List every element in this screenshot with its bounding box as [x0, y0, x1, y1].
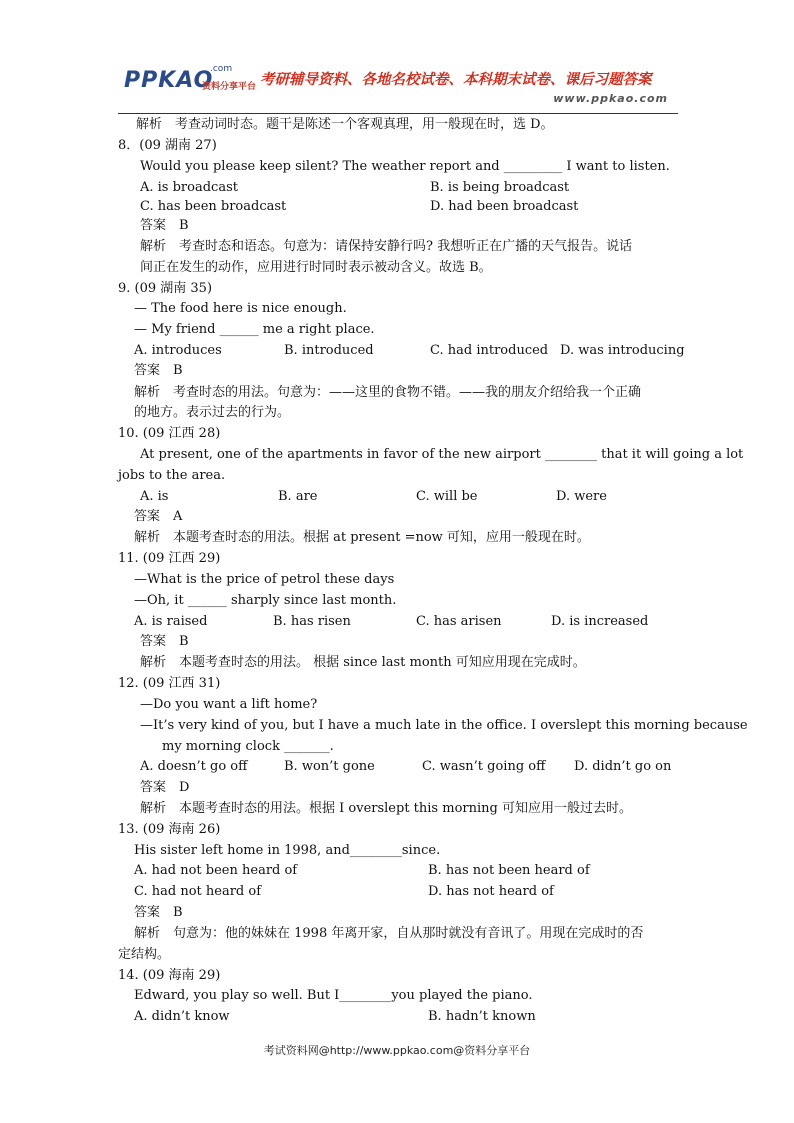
document-line: —Oh, it ______ sharply since last month.	[134, 593, 397, 608]
document-line: 答案 B	[134, 905, 183, 920]
document-line: A. is broadcast	[140, 180, 238, 195]
page-header	[118, 62, 678, 114]
document-line: C. will be	[416, 489, 478, 504]
document-line: A. had not been heard of	[134, 863, 298, 878]
document-line: 答案 B	[140, 634, 189, 649]
document-line: D. didn’t go on	[574, 759, 672, 774]
document-line: 8．(09 湖南 27)	[118, 138, 217, 153]
page-footer: 考试资料网@http://www.ppkao.com@资料分享平台	[263, 1044, 531, 1057]
logo-subtitle: 资料分享平台	[202, 82, 257, 92]
document-line: 11. (09 江西 29)	[118, 551, 221, 566]
document-line: 12. (09 江西 31)	[118, 676, 221, 691]
document-line: His sister left home in 1998, and________since.	[134, 843, 441, 858]
document-line: D. were	[556, 489, 607, 504]
document-line: B. has risen	[273, 614, 351, 629]
document-line: 10. (09 江西 28)	[118, 426, 221, 441]
document-line: C. had not heard of	[134, 884, 262, 899]
document-line: 解析 考查时态的用法。句意为：——这里的食物不错。——我的朋友介绍给我一个正确	[134, 385, 642, 400]
document-line: D. had been broadcast	[430, 199, 579, 214]
document-line: A. introduces	[134, 343, 222, 358]
document-line: 解析 本题考查时态的用法。 根据 since last month 可知应用现在完成时。	[140, 655, 586, 670]
document-line: C. has arisen	[416, 614, 502, 629]
document-line: B. are	[278, 489, 318, 504]
document-line: — The food here is nice enough.	[134, 301, 347, 316]
logo-dotcom: .com	[210, 64, 233, 74]
document-line: 解析 本题考查时态的用法。根据 at present =now 可知，应用一般现在时。	[134, 530, 590, 545]
document-line: C. had introduced	[430, 343, 549, 358]
document-line: 的地方。表示过去的行为。	[134, 405, 291, 420]
document-line: —What is the price of petrol these days	[134, 572, 395, 587]
document-line: Edward, you play so well. But I________you played the piano.	[134, 988, 533, 1003]
ppkao-logo[interactable]: PPKAO	[124, 68, 214, 93]
document-line: 定结构。	[118, 947, 171, 962]
document-line: A. doesn’t go off	[140, 759, 248, 774]
document-line: 解析 考查时态和语态。句意为：请保持安静行吗? 我想听正在广播的天气报告。说话	[140, 239, 633, 254]
document-line: 答案 A	[134, 509, 183, 524]
document-line: B. introduced	[284, 343, 374, 358]
document-line: 答案 B	[134, 363, 183, 378]
document-line: A. is	[140, 489, 169, 504]
document-line: B. is being broadcast	[430, 180, 570, 195]
document-line: C. wasn’t going off	[422, 759, 546, 774]
header-banner: 考研辅导资料、各地名校试卷、本科期末试卷、课后习题答案	[260, 72, 652, 88]
document-line: D. is increased	[551, 614, 649, 629]
document-line: 答案 B	[140, 218, 189, 233]
document-line: 14. (09 海南 29)	[118, 968, 221, 983]
document-line: B. won’t gone	[284, 759, 375, 774]
document-line: 解析 本题考查时态的用法。根据 I overslept this morning 可知应用一般过去时。	[140, 801, 632, 816]
header-site-url[interactable]: www.ppkao.com	[553, 92, 668, 105]
document-line: D. was introducing	[560, 343, 685, 358]
document-line: —It’s very kind of you, but I have a much late in the office. I overslept this morning because	[140, 718, 748, 733]
document-line: C. has been broadcast	[140, 199, 287, 214]
document-line: 间正在发生的动作，应用进行时同时表示被动含义。故选 B。	[140, 260, 492, 275]
document-line: my morning clock _______.	[162, 739, 334, 754]
document-line: jobs to the area.	[118, 468, 226, 483]
document-line: A. is raised	[134, 614, 208, 629]
document-line: 答案 D	[140, 780, 190, 795]
document-line: — My friend ______ me a right place.	[134, 322, 375, 337]
document-line: —Do you want a lift home?	[140, 697, 318, 712]
document-line: A. didn’t know	[134, 1009, 230, 1024]
document-line: 9. (09 湖南 35)	[118, 281, 213, 296]
document-line: B. has not been heard of	[428, 863, 590, 878]
header-divider	[118, 113, 678, 114]
document-line: 13. (09 海南 26)	[118, 822, 221, 837]
document-line: B. hadn’t known	[428, 1009, 536, 1024]
document-line: Would you please keep silent? The weather report and _________ I want to listen.	[140, 159, 670, 174]
document-line: D. has not heard of	[428, 884, 554, 899]
document-line: 解析 考查动词时态。题干是陈述一个客观真理，用一般现在时，选 D。	[136, 117, 554, 132]
document-line: 解析 句意为：他的妹妹在 1998 年离开家，自从那时就没有音讯了。用现在完成时的否	[134, 926, 644, 941]
document-line: At present, one of the apartments in favor of the new airport ________ that it will going a lot	[140, 447, 744, 462]
